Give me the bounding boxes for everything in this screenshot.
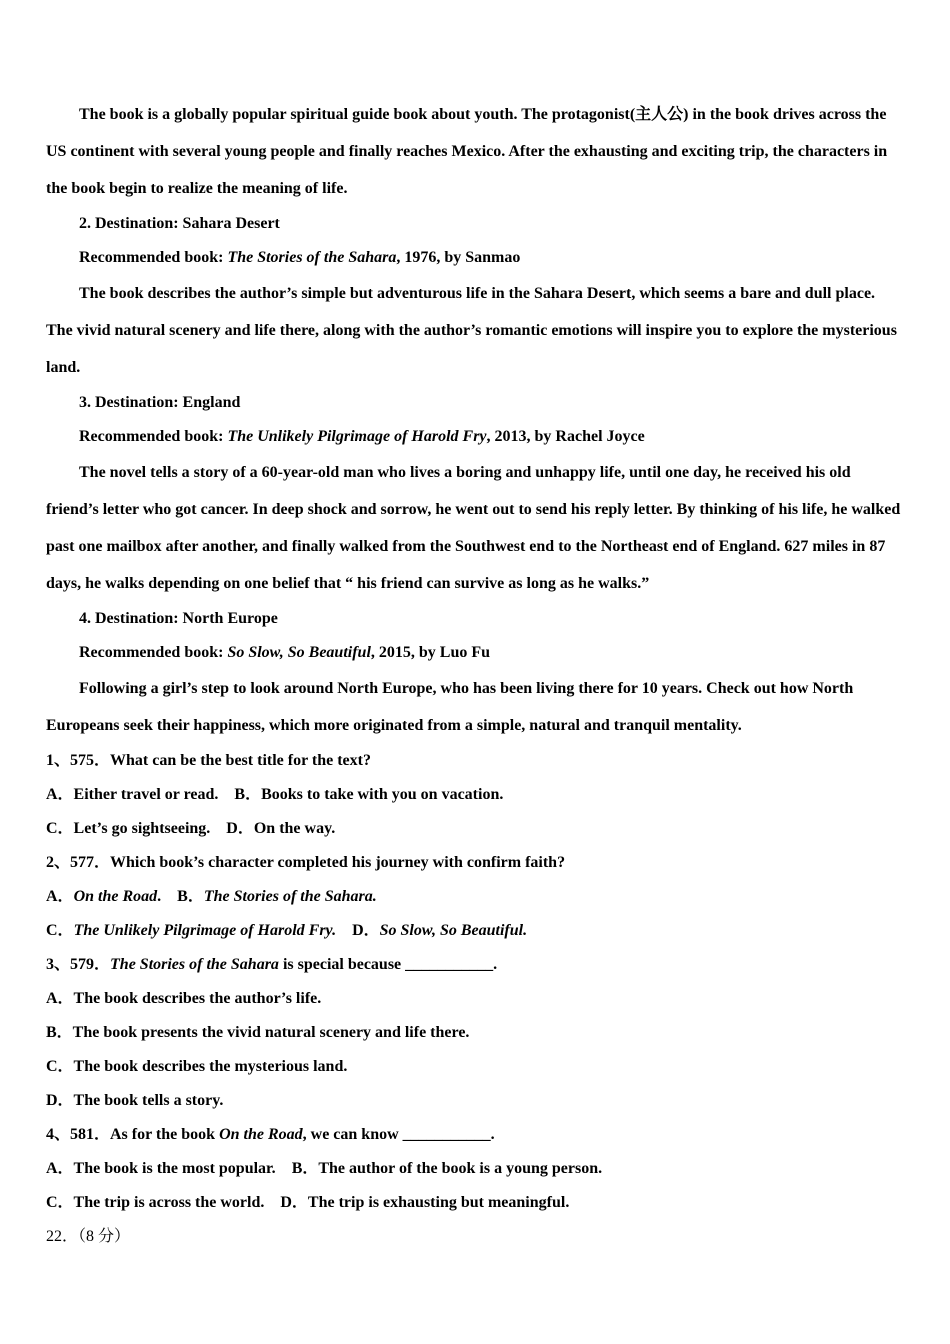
question-4-options-cd [46,1186,904,1220]
question-4-stem: 4、581．As for the book On the Road, we can know ___________. [46,1126,495,1143]
question-2-stem: 2、577．Which book’s character completed his journey with confirm faith? [46,854,566,871]
option-d: D．The trip is exhausting but meaningful. [280,1194,570,1211]
question-4-options-ab [46,1152,904,1186]
option-a: A．The book describes the author’s life. [46,990,322,1007]
on-the-road-description: The book is a globally popular spiritual guide book about youth. The protagonist(主人公) in the book drives across the US continent with several young people and finally reaches Mexico. After the exhausting and exciting trip, the characters in the book begin to realize the meaning of life. [46,106,888,197]
option-d: D．The book tells a story. [46,1092,224,1109]
question-2-options-ab [46,880,904,914]
option-d: D．On the way. [226,820,336,837]
option-d: D．So Slow, So Beautiful. [352,922,528,939]
book-title: The Stories of the Sahara [227,249,397,266]
question-3-stem: 3、579．The Stories of the Sahara is special because ___________. [46,956,498,973]
document-page [46,96,904,1254]
option-b: B．The author of the book is a young person. [291,1160,603,1177]
option-a: A．On the Road. [46,888,162,905]
question-2-options-cd [46,914,904,948]
question-1-options-ab [46,778,904,812]
destination-heading: 2. Destination: Sahara Desert [79,215,280,232]
book-title: The Unlikely Pilgrimage of Harold Fry [227,428,487,445]
option-b: B．The Stories of the Sahara. [177,888,377,905]
option-c: C．Let’s go sightseeing. [46,820,211,837]
option-c: C．The book describes the mysterious land. [46,1058,348,1075]
question-1-stem: 1、575．What can be the best title for the text? [46,752,371,769]
option-c: C．The Unlikely Pilgrimage of Harold Fry. [46,922,337,939]
option-c: C．The trip is across the world. [46,1194,265,1211]
next-section-heading: 22．（8 分） [46,1228,131,1245]
option-a: A．Either travel or read. [46,786,219,803]
option-a: A．The book is the most popular. [46,1160,276,1177]
recommended-book: Recommended book: The Stories of the Sahara, 1976, by Sanmao [79,249,521,266]
destination-heading: 4. Destination: North Europe [79,610,278,627]
destination-heading: 3. Destination: England [79,394,241,411]
recommended-book: Recommended book: The Unlikely Pilgrimage of Harold Fry, 2013, by Rachel Joyce [79,428,645,445]
recommended-book: Recommended book: So Slow, So Beautiful, 2015, by Luo Fu [79,644,491,661]
question-1-options-cd [46,812,904,846]
option-b: B．Books to take with you on vacation. [234,786,504,803]
option-b: B．The book presents the vivid natural scenery and life there. [46,1024,470,1041]
north-europe-description: Following a girl’s step to look around North Europe, who has been living there for 10 years. Check out how North Europeans seek their happiness, which more originated from a simple, natural and tranquil mentality. [46,680,854,734]
book-title: So Slow, So Beautiful [227,644,371,661]
harold-fry-description: The novel tells a story of a 60-year-old man who lives a boring and unhappy life, until one day, he received his old friend’s letter who got cancer. In deep shock and sorrow, he went out to send his reply letter. By thinking of his life, he walked past one mailbox after another, and finally walked from the Southwest end to the Northeast end of England. 627 miles in 87 days, he walks depending on one belief that “ his friend can survive as long as he walks.” [46,464,901,592]
sahara-description: The book describes the author’s simple but adventurous life in the Sahara Desert, which seems a bare and dull place. The vivid natural scenery and life there, along with the author’s romantic emotions will inspire you to explore the mysterious land. [46,285,897,376]
